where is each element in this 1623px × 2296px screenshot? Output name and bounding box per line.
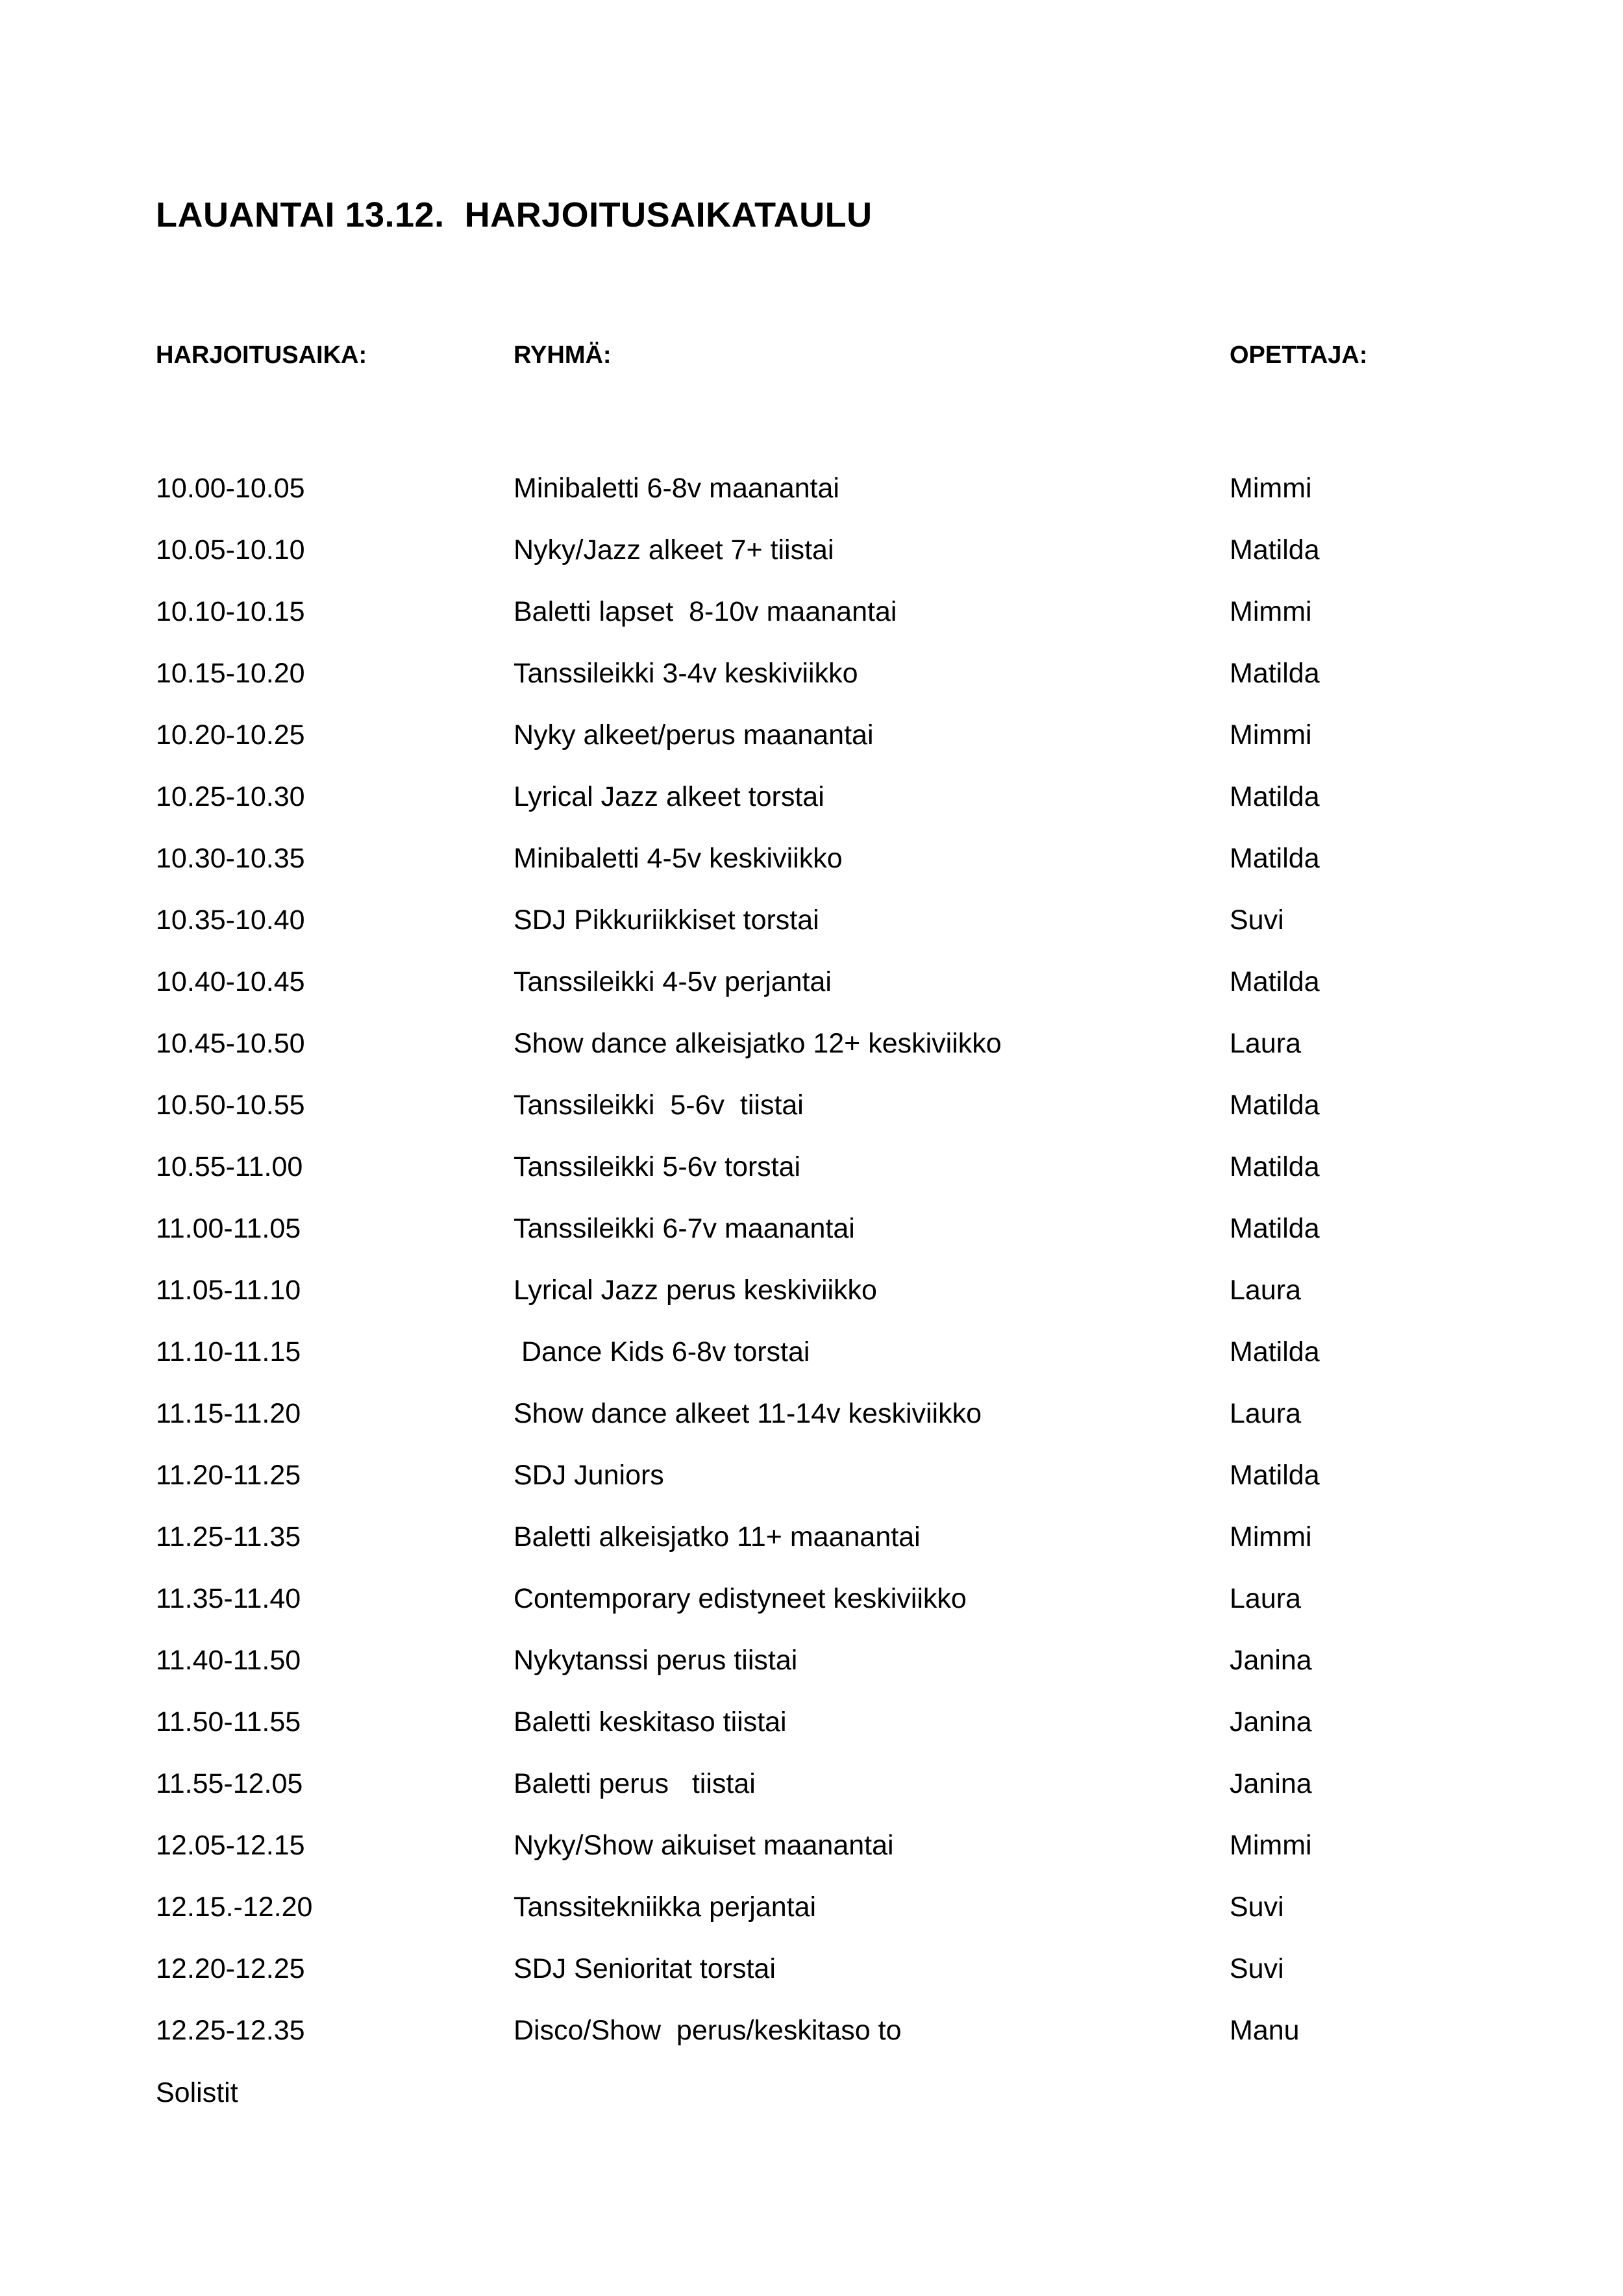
row-group: Nykytanssi perus tiistai <box>514 1645 798 1676</box>
row-teacher: Matilda <box>1230 1336 1320 1367</box>
row-teacher: Janina <box>1230 1645 1312 1676</box>
row-group: Dance Kids 6-8v torstai <box>514 1336 810 1367</box>
row-group: Tanssileikki 4-5v perjantai <box>514 966 832 997</box>
row-teacher: Janina <box>1230 1768 1312 1799</box>
schedule-row <box>0 591 1623 653</box>
row-time: 10.10-10.15 <box>156 596 305 627</box>
schedule-row <box>0 838 1623 899</box>
row-group: Tanssileikki 5-6v tiistai <box>514 1090 804 1121</box>
row-teacher: Laura <box>1230 1398 1301 1429</box>
header-time: HARJOITUSAIKA: <box>156 342 367 369</box>
schedule-row <box>0 1084 1623 1146</box>
row-teacher: Matilda <box>1230 781 1320 812</box>
schedule-row <box>0 1516 1623 1578</box>
row-group: Lyrical Jazz perus keskiviikko <box>514 1275 877 1306</box>
schedule-row <box>0 1640 1623 1701</box>
row-time: 10.35-10.40 <box>156 905 305 936</box>
row-teacher: Matilda <box>1230 843 1320 874</box>
schedule-row <box>0 961 1623 1023</box>
row-group: Lyrical Jazz alkeet torstai <box>514 781 824 812</box>
row-time: 10.40-10.45 <box>156 966 305 997</box>
row-teacher: Matilda <box>1230 658 1320 689</box>
schedule-row <box>0 1393 1623 1454</box>
schedule-row <box>0 1886 1623 1948</box>
row-time: 10.15-10.20 <box>156 658 305 689</box>
row-time: 11.15-11.20 <box>156 1398 301 1429</box>
row-group: Tanssileikki 5-6v torstai <box>514 1151 801 1182</box>
row-teacher: Janina <box>1230 1706 1312 1738</box>
schedule-row <box>0 1269 1623 1331</box>
row-teacher: Matilda <box>1230 1151 1320 1182</box>
row-teacher: Laura <box>1230 1028 1301 1059</box>
schedule-row <box>0 468 1623 529</box>
page-title: LAUANTAI 13.12. HARJOITUSAIKATAULU <box>156 195 873 234</box>
row-group: Contemporary edistyneet keskiviikko <box>514 1583 967 1614</box>
row-time: 10.45-10.50 <box>156 1028 305 1059</box>
row-group: Tanssitekniikka perjantai <box>514 1891 817 1923</box>
schedule-row <box>0 1208 1623 1269</box>
row-time: 11.05-11.10 <box>156 1275 301 1306</box>
row-time: 12.15.-12.20 <box>156 1891 313 1923</box>
row-teacher: Matilda <box>1230 1213 1320 1244</box>
row-time: 10.00-10.05 <box>156 473 305 504</box>
schedule-row <box>0 1701 1623 1763</box>
row-teacher: Suvi <box>1230 1953 1284 1984</box>
row-teacher: Mimmi <box>1230 1830 1312 1861</box>
row-time: 12.20-12.25 <box>156 1953 305 1984</box>
row-group: Nyky/Show aikuiset maanantai <box>514 1830 894 1861</box>
row-time: 11.55-12.05 <box>156 1768 303 1799</box>
header-teacher: OPETTAJA: <box>1230 342 1368 369</box>
row-teacher: Suvi <box>1230 905 1284 936</box>
row-group: Tanssileikki 3-4v keskiviikko <box>514 658 858 689</box>
row-group: Disco/Show perus/keskitaso to <box>514 2015 902 2046</box>
row-teacher: Manu <box>1230 2015 1300 2046</box>
row-group: Baletti alkeisjatko 11+ maanantai <box>514 1521 921 1553</box>
row-group: SDJ Juniors <box>514 1460 664 1491</box>
schedule-row <box>0 1454 1623 1516</box>
row-group: Baletti lapset 8-10v maanantai <box>514 596 897 627</box>
row-time: 11.10-11.15 <box>156 1336 301 1367</box>
schedule-row <box>0 1948 1623 2010</box>
row-group: Baletti perus tiistai <box>514 1768 756 1799</box>
row-group: Baletti keskitaso tiistai <box>514 1706 787 1738</box>
row-group: SDJ Senioritat torstai <box>514 1953 776 1984</box>
row-teacher: Laura <box>1230 1583 1301 1614</box>
row-teacher: Matilda <box>1230 966 1320 997</box>
row-time: 10.20-10.25 <box>156 719 305 751</box>
row-group: Tanssileikki 6-7v maanantai <box>514 1213 855 1244</box>
row-teacher: Mimmi <box>1230 596 1312 627</box>
row-teacher: Mimmi <box>1230 473 1312 504</box>
row-time: 11.20-11.25 <box>156 1460 301 1491</box>
schedule-row <box>0 1331 1623 1393</box>
row-time: 10.25-10.30 <box>156 781 305 812</box>
row-group: SDJ Pikkuriikkiset torstai <box>514 905 819 936</box>
row-time: 10.50-10.55 <box>156 1090 305 1121</box>
schedule-row <box>0 2010 1623 2071</box>
schedule-row <box>0 776 1623 838</box>
row-group: Minibaletti 6-8v maanantai <box>514 473 839 504</box>
row-group: Nyky/Jazz alkeet 7+ tiistai <box>514 534 834 566</box>
row-teacher: Mimmi <box>1230 1521 1312 1553</box>
row-group: Minibaletti 4-5v keskiviikko <box>514 843 843 874</box>
row-time: 10.05-10.10 <box>156 534 305 566</box>
row-time: 11.25-11.35 <box>156 1521 301 1553</box>
row-teacher: Suvi <box>1230 1891 1284 1923</box>
schedule-row <box>0 899 1623 961</box>
schedule-row <box>0 529 1623 591</box>
schedule-row <box>0 1146 1623 1208</box>
header-group: RYHMÄ: <box>514 342 612 369</box>
row-group: Show dance alkeet 11-14v keskiviikko <box>514 1398 982 1429</box>
row-time: 11.40-11.50 <box>156 1645 301 1676</box>
row-time: 10.30-10.35 <box>156 843 305 874</box>
row-teacher: Matilda <box>1230 1090 1320 1121</box>
schedule-table <box>0 468 1623 2071</box>
row-group: Nyky alkeet/perus maanantai <box>514 719 874 751</box>
footer-note: Solistit <box>156 2077 238 2108</box>
row-teacher: Mimmi <box>1230 719 1312 751</box>
schedule-row <box>0 714 1623 776</box>
schedule-row <box>0 1825 1623 1886</box>
row-time: 11.35-11.40 <box>156 1583 301 1614</box>
row-time: 12.25-12.35 <box>156 2015 305 2046</box>
row-time: 11.00-11.05 <box>156 1213 301 1244</box>
schedule-row <box>0 1023 1623 1084</box>
schedule-row <box>0 1763 1623 1825</box>
schedule-row <box>0 653 1623 714</box>
schedule-row <box>0 1578 1623 1640</box>
row-time: 12.05-12.15 <box>156 1830 305 1861</box>
row-group: Show dance alkeisjatko 12+ keskiviikko <box>514 1028 1002 1059</box>
row-teacher: Matilda <box>1230 1460 1320 1491</box>
row-teacher: Matilda <box>1230 534 1320 566</box>
row-time: 10.55-11.00 <box>156 1151 303 1182</box>
row-time: 11.50-11.55 <box>156 1706 301 1738</box>
row-teacher: Laura <box>1230 1275 1301 1306</box>
